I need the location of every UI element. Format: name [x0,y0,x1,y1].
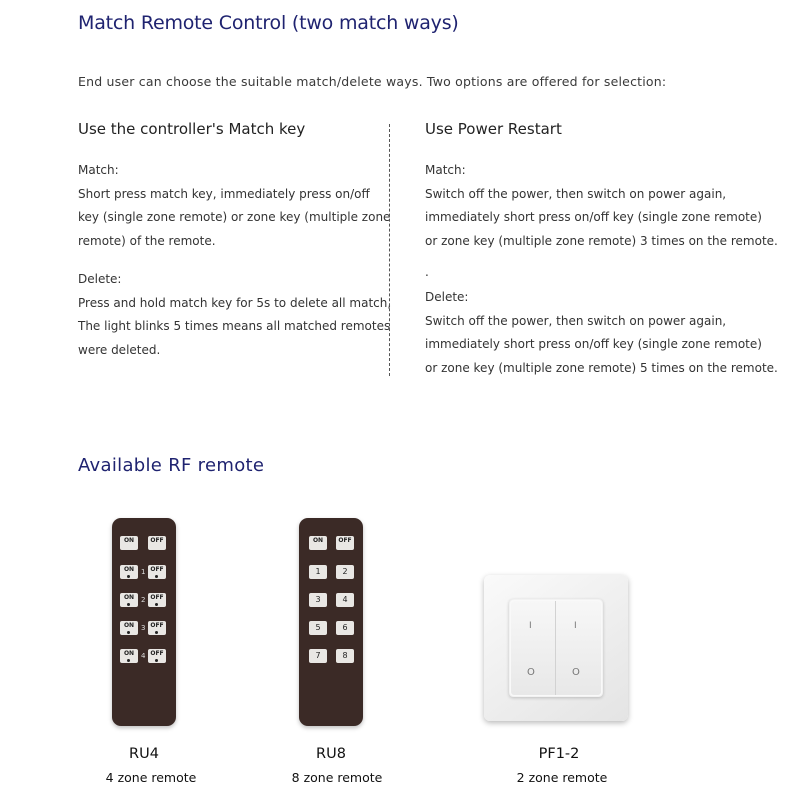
left-delete-line: were deleted. [78,342,161,357]
right-rocker [556,601,601,695]
on-label: ON [123,622,135,629]
right-match-label: Match: [425,163,466,177]
dot-icon [155,631,158,634]
ru8-key: 6 [336,621,354,635]
right-match-block [425,159,785,253]
left-match-block [78,159,408,253]
right-match-line: or zone key (multiple zone remote) 3 times on the remote. [425,233,778,248]
left-rocker [511,601,556,695]
left-match-line: key (single zone remote) or zone key (multiple zone [78,210,391,224]
dot-icon [155,603,158,606]
ru8-key: 2 [336,565,354,579]
stray-dot: . [425,265,429,279]
ru8-off-all-button [336,536,354,550]
left-delete-line: Press and hold match key for 5s to delete all match, [78,295,392,310]
product-subtitle: 8 zone remote [291,770,383,785]
off-label: OFF [150,566,164,573]
switch-frame [509,599,603,697]
left-match-label: Match: [78,163,119,177]
right-heading: Use Power Restart [425,120,562,138]
left-match-line: remote) of the remote. [78,233,216,248]
ru4-on-button [120,593,138,607]
ru4-on-button [120,649,138,663]
ru8-remote-image [299,518,363,726]
right-match-line: immediately short press on/off key (single zone remote) [425,210,762,224]
right-delete-label: Delete: [425,290,469,304]
ru8-key: 3 [309,593,327,607]
ru8-key: 8 [336,649,354,663]
right-delete-line: immediately short press on/off key (single zone remote) [425,337,762,351]
dot-icon [127,575,130,578]
off-label: OFF [338,537,352,544]
ru4-on-all-button [120,536,138,550]
right-delete-line: Switch off the power, then switch on power again, [425,313,727,328]
ru8-key: 4 [336,593,354,607]
on-label: ON [123,650,135,657]
column-divider [389,124,390,376]
product-name: RU8 [316,746,346,762]
left-delete-label: Delete: [78,272,122,286]
ru4-off-button [148,593,166,607]
product-subtitle: 2 zone remote [516,770,608,785]
dot-icon [127,603,130,606]
ru4-off-button [148,649,166,663]
on-label: ON [123,566,135,573]
off-label: OFF [150,594,164,601]
left-delete-block [78,268,408,362]
left-delete-line: The light blinks 5 times means all matched remotes [78,319,391,333]
product-name: PF1-2 [538,746,580,762]
ru4-remote-image [112,518,176,726]
dot-icon [127,659,130,662]
ru4-off-button [148,565,166,579]
on-label: ON [123,594,135,601]
product-name: RU4 [129,746,159,762]
ru8-on-all-button [309,536,327,550]
on-mark: I [529,621,532,631]
ru4-on-button [120,565,138,579]
left-match-line: Short press match key, immediately press on/off [78,186,370,201]
off-mark: O [572,667,580,678]
product-subtitle: 4 zone remote [105,770,197,785]
zone-number: 2 [141,596,146,604]
dot-icon [155,659,158,662]
ru8-key: 1 [309,565,327,579]
left-heading: Use the controller's Match key [78,120,306,138]
right-delete-line: or zone key (multiple zone remote) 5 times on the remote. [425,360,778,375]
zone-number: 1 [141,568,146,576]
off-mark: O [527,667,535,678]
intro-text: End user can choose the suitable match/delete ways. Two options are offered for selection: [78,74,667,89]
on-label: ON [123,537,135,544]
dot-icon [155,575,158,578]
ru4-off-all-button [148,536,166,550]
off-label: OFF [150,650,164,657]
ru8-key: 5 [309,621,327,635]
off-label: OFF [150,537,164,544]
zone-number: 3 [141,624,146,632]
off-label: OFF [150,622,164,629]
dot-icon [127,631,130,634]
right-delete-block [425,286,785,380]
ru8-key: 7 [309,649,327,663]
section-title: Available RF remote [78,455,265,476]
page-title: Match Remote Control (two match ways) [78,12,459,34]
on-mark: I [574,621,577,631]
pf1-2-switch-image [484,575,628,721]
right-match-line: Switch off the power, then switch on power again, [425,186,727,201]
ru4-off-button [148,621,166,635]
zone-number: 4 [141,652,146,660]
on-label: ON [312,537,324,544]
ru4-on-button [120,621,138,635]
